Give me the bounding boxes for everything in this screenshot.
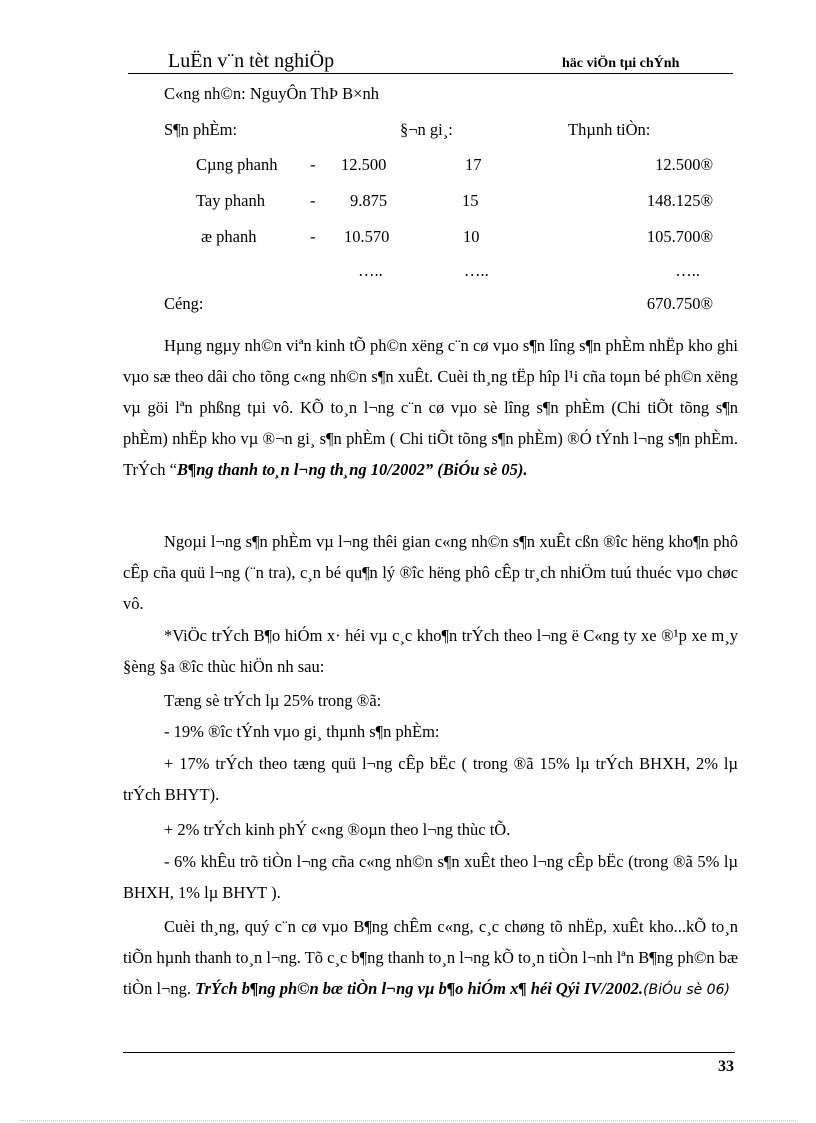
- paragraph-text: - 6% khÊu trõ tiÒn l¬ng cña c«ng nh©n s¶n xuÊt theo l¬ng cÊp bËc (trong ®ã 5% lµ BHXH, 1% lµ BHYT ).: [123, 852, 738, 902]
- row-product: Tay phanh: [196, 191, 265, 210]
- list-item-17: [123, 748, 738, 810]
- row-quantity: 9.875: [350, 191, 388, 210]
- row-unit-price: …..: [464, 261, 489, 280]
- row-unit-price: 10: [463, 227, 480, 246]
- row-amount: 105.700®: [646, 227, 713, 246]
- paragraph-text: *ViÖc trÝch B¶o hiÓm x· héi vµ c¸c kho¶n trÝch theo l¬ng ë C«ng ty xe ®¹p xe m¸y §èng §a ®îc thùc hiÖn nh sau:: [123, 626, 738, 676]
- total-value: 670.750®: [646, 294, 713, 313]
- row-product: æ phanh: [201, 227, 257, 246]
- paragraph-note: (BiÓu sè 06): [643, 982, 730, 998]
- footer-rule: [123, 1052, 735, 1053]
- row-product: Cµng phanh: [196, 155, 278, 174]
- list-total-rate: Tæng sè trÝch lµ 25% trong ®ã:: [164, 691, 382, 710]
- paragraph-text: Hµng ngµy nh©n viªn kinh tÕ ph©n xëng c¨n cø vµo s¶n lîng s¶n phÈm nhËp kho ghi vµo sæ theo dâi cho tõng c«ng nh©n s¶n xuÊt. Cuèi th¸ng tËp hîp l¹i cña toµn bé ph©n xëng vµ göi lªn phßng tµi vô. KÕ to¸n l¬ng c¨n cø vµo sè lîng s¶n phÈm (Chi tiÕt tõng s¶n phÈm) nhËp kho vµ ®¬n gi¸ s¶n phÈm ( Chi tiÕt tõng s¶n phÈm) ®Ó tÝnh l¬ng s¶n phÈm. TrÝch “: [123, 336, 738, 479]
- total-label: Céng:: [164, 294, 204, 313]
- paragraph-calculation: [123, 330, 738, 485]
- paragraph-bold-reference: TrÝch b¶ng ph©n bæ tiÒn l¬ng vµ b¶o hiÓm x¶ héi Qýi IV/2002.: [195, 979, 644, 998]
- row-unit-price: 17: [465, 155, 482, 174]
- row-dash: -: [310, 227, 316, 246]
- table-header-price: §¬n gi¸:: [400, 120, 453, 139]
- header-title: LuËn v¨n tèt nghiÖp: [168, 50, 335, 72]
- paragraph-summary: [123, 911, 738, 1006]
- row-amount: 12.500®: [655, 155, 713, 174]
- list-item-19: - 19% ®îc tÝnh vµo gi¸ thµnh s¶n phÈm:: [164, 722, 440, 741]
- page-number: 33: [718, 1058, 734, 1075]
- paragraph-text: Ngoµi l¬ng s¶n phÈm vµ l¬ng thêi gian c«ng nh©n s¶n xuÊt cßn ®îc hëng kho¶n phô cÊp cña quü l¬ng (¨n tra), c¸n bé qu¶n lý ®îc hëng phô cÊp tr¸ch nhiÖm tuú thuéc vµo chøc vô.: [123, 532, 738, 613]
- row-amount: 148.125®: [646, 191, 713, 210]
- header-institution: häc viÖn tµi chÝnh: [562, 56, 680, 71]
- worker-name: C«ng nh©n: NguyÔn ThÞ B×nh: [164, 84, 379, 103]
- row-amount: …..: [675, 261, 700, 280]
- paragraph-text: + 17% trÝch theo tæng quü l¬ng cÊp bËc ( trong ®ã 15% lµ trÝch BHXH, 2% lµ trÝch BHYT).: [123, 754, 738, 804]
- paragraph-bold-reference: B¶ng thanh to¸n l¬ng th¸ng 10/2002” (BiÓu sè 05).: [176, 460, 528, 479]
- table-header-product: S¶n phÈm:: [164, 120, 238, 139]
- row-dash: -: [310, 191, 316, 210]
- row-quantity: 10.570: [344, 227, 390, 246]
- row-quantity: 12.500: [341, 155, 387, 174]
- row-quantity: …..: [358, 261, 383, 280]
- row-dash: -: [310, 155, 316, 174]
- list-item-2: + 2% trÝch kinh phÝ c«ng ®oµn theo l¬ng thùc tÕ.: [164, 820, 511, 839]
- paragraph-allowance: [123, 526, 738, 619]
- row-unit-price: 15: [462, 191, 479, 210]
- page-edge-dots: [20, 1120, 796, 1121]
- paragraph-text: Cuèi th¸ng, quý c¨n cø vµo B¶ng chÊm c«ng, c¸c chøng tõ nhËp, xuÊt kho...kÕ to¸n tiÕn hµnh thanh to¸n l¬ng. Tõ c¸c b¶ng thanh to¸n l¬ng kÕ to¸n tiÒn l¬nh lªn B¶ng ph©n bæ tiÒn l¬ng.: [123, 917, 738, 998]
- list-item-6: [123, 846, 738, 908]
- header-rule: [128, 73, 733, 74]
- paragraph-insurance: [123, 620, 738, 682]
- table-header-amount: Thµnh tiÒn:: [568, 120, 651, 139]
